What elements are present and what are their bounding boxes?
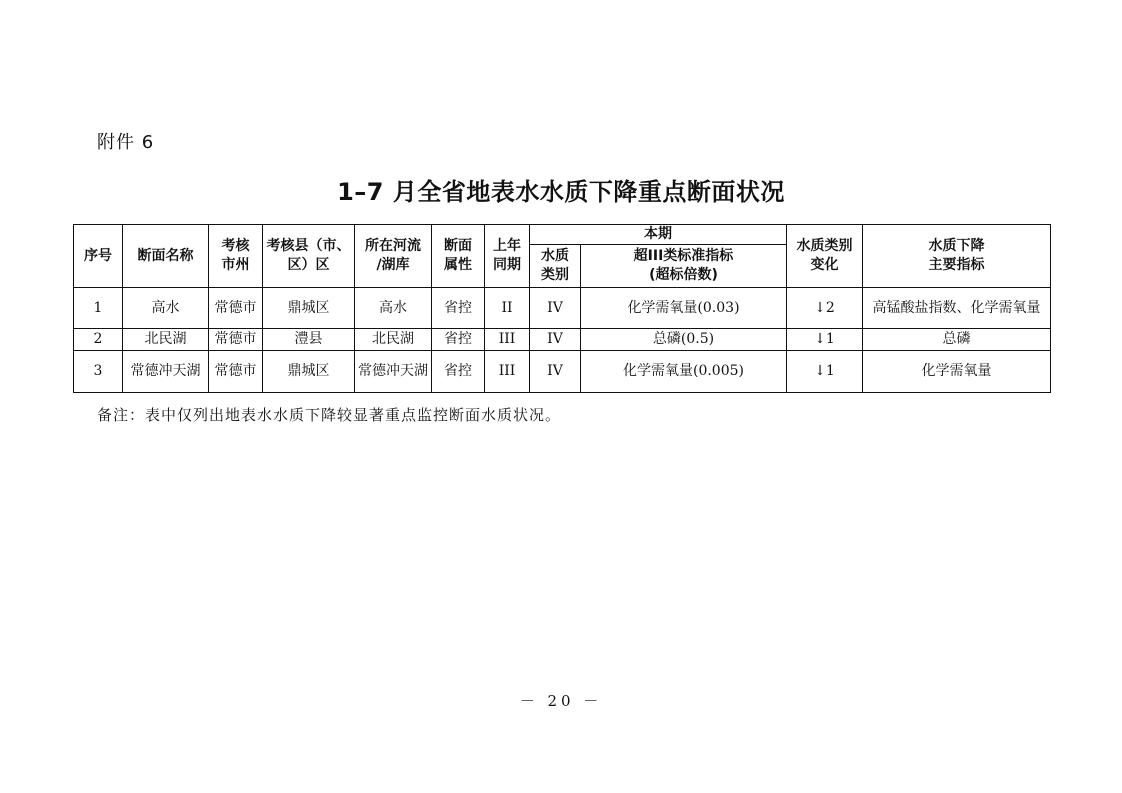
cell-section-name: 常德冲天湖 — [123, 351, 209, 393]
cell-class-change: ↓2 — [787, 288, 863, 329]
cell-main-indicator: 总磷 — [863, 329, 1051, 351]
header-current-period: 本期 — [530, 225, 787, 245]
header-river-lake: 所在河流 /湖库 — [355, 225, 432, 288]
table-note: 备注：表中仅列出地表水水质下降较显著重点监控断面水质状况。 — [97, 406, 562, 424]
header-last-year: 上年 同期 — [485, 225, 530, 288]
attachment-label: 附件 6 — [97, 132, 155, 153]
header-assess-county: 考核县（市、 区）区 — [263, 225, 355, 288]
cell-quality-class: IV — [530, 329, 581, 351]
header-quality-class: 水质 类别 — [530, 245, 581, 288]
header-assess-city: 考核 市州 — [209, 225, 263, 288]
cell-last-year: III — [485, 329, 530, 351]
cell-last-year: III — [485, 351, 530, 393]
header-section-name: 断面名称 — [123, 225, 209, 288]
header-seq: 序号 — [74, 225, 123, 288]
header-main-indicator: 水质下降 主要指标 — [863, 225, 1051, 288]
cell-assess-city: 常德市 — [209, 288, 263, 329]
cell-quality-class: IV — [530, 288, 581, 329]
cell-exceed-indicator: 化学需氧量(0.005) — [581, 351, 787, 393]
cell-seq: 2 — [74, 329, 123, 351]
water-quality-table — [73, 224, 1051, 393]
header-exceed-indicator: 超III类标准指标 (超标倍数) — [581, 245, 787, 288]
cell-class-change: ↓1 — [787, 351, 863, 393]
cell-assess-county: 鼎城区 — [263, 351, 355, 393]
cell-assess-city: 常德市 — [209, 351, 263, 393]
cell-river-lake: 常德冲天湖 — [355, 351, 432, 393]
cell-main-indicator: 高锰酸盐指数、化学需氧量 — [863, 288, 1051, 329]
page-number: － 20 － — [519, 692, 603, 710]
cell-exceed-indicator: 总磷(0.5) — [581, 329, 787, 351]
cell-quality-class: IV — [530, 351, 581, 393]
table-row — [74, 329, 1051, 351]
header-class-change: 水质类别 变化 — [787, 225, 863, 288]
cell-exceed-indicator: 化学需氧量(0.03) — [581, 288, 787, 329]
header-section-attr: 断面 属性 — [432, 225, 485, 288]
cell-main-indicator: 化学需氧量 — [863, 351, 1051, 393]
table-row — [74, 351, 1051, 393]
cell-section-attr: 省控 — [432, 351, 485, 393]
cell-river-lake: 高水 — [355, 288, 432, 329]
cell-assess-city: 常德市 — [209, 329, 263, 351]
cell-section-name: 北民湖 — [123, 329, 209, 351]
table-row — [74, 288, 1051, 329]
cell-section-attr: 省控 — [432, 288, 485, 329]
cell-assess-county: 澧县 — [263, 329, 355, 351]
cell-river-lake: 北民湖 — [355, 329, 432, 351]
document-title: 1–7 月全省地表水水质下降重点断面状况 — [337, 178, 785, 206]
cell-last-year: II — [485, 288, 530, 329]
cell-seq: 3 — [74, 351, 123, 393]
cell-class-change: ↓1 — [787, 329, 863, 351]
cell-section-attr: 省控 — [432, 329, 485, 351]
cell-assess-county: 鼎城区 — [263, 288, 355, 329]
cell-seq: 1 — [74, 288, 123, 329]
cell-section-name: 高水 — [123, 288, 209, 329]
